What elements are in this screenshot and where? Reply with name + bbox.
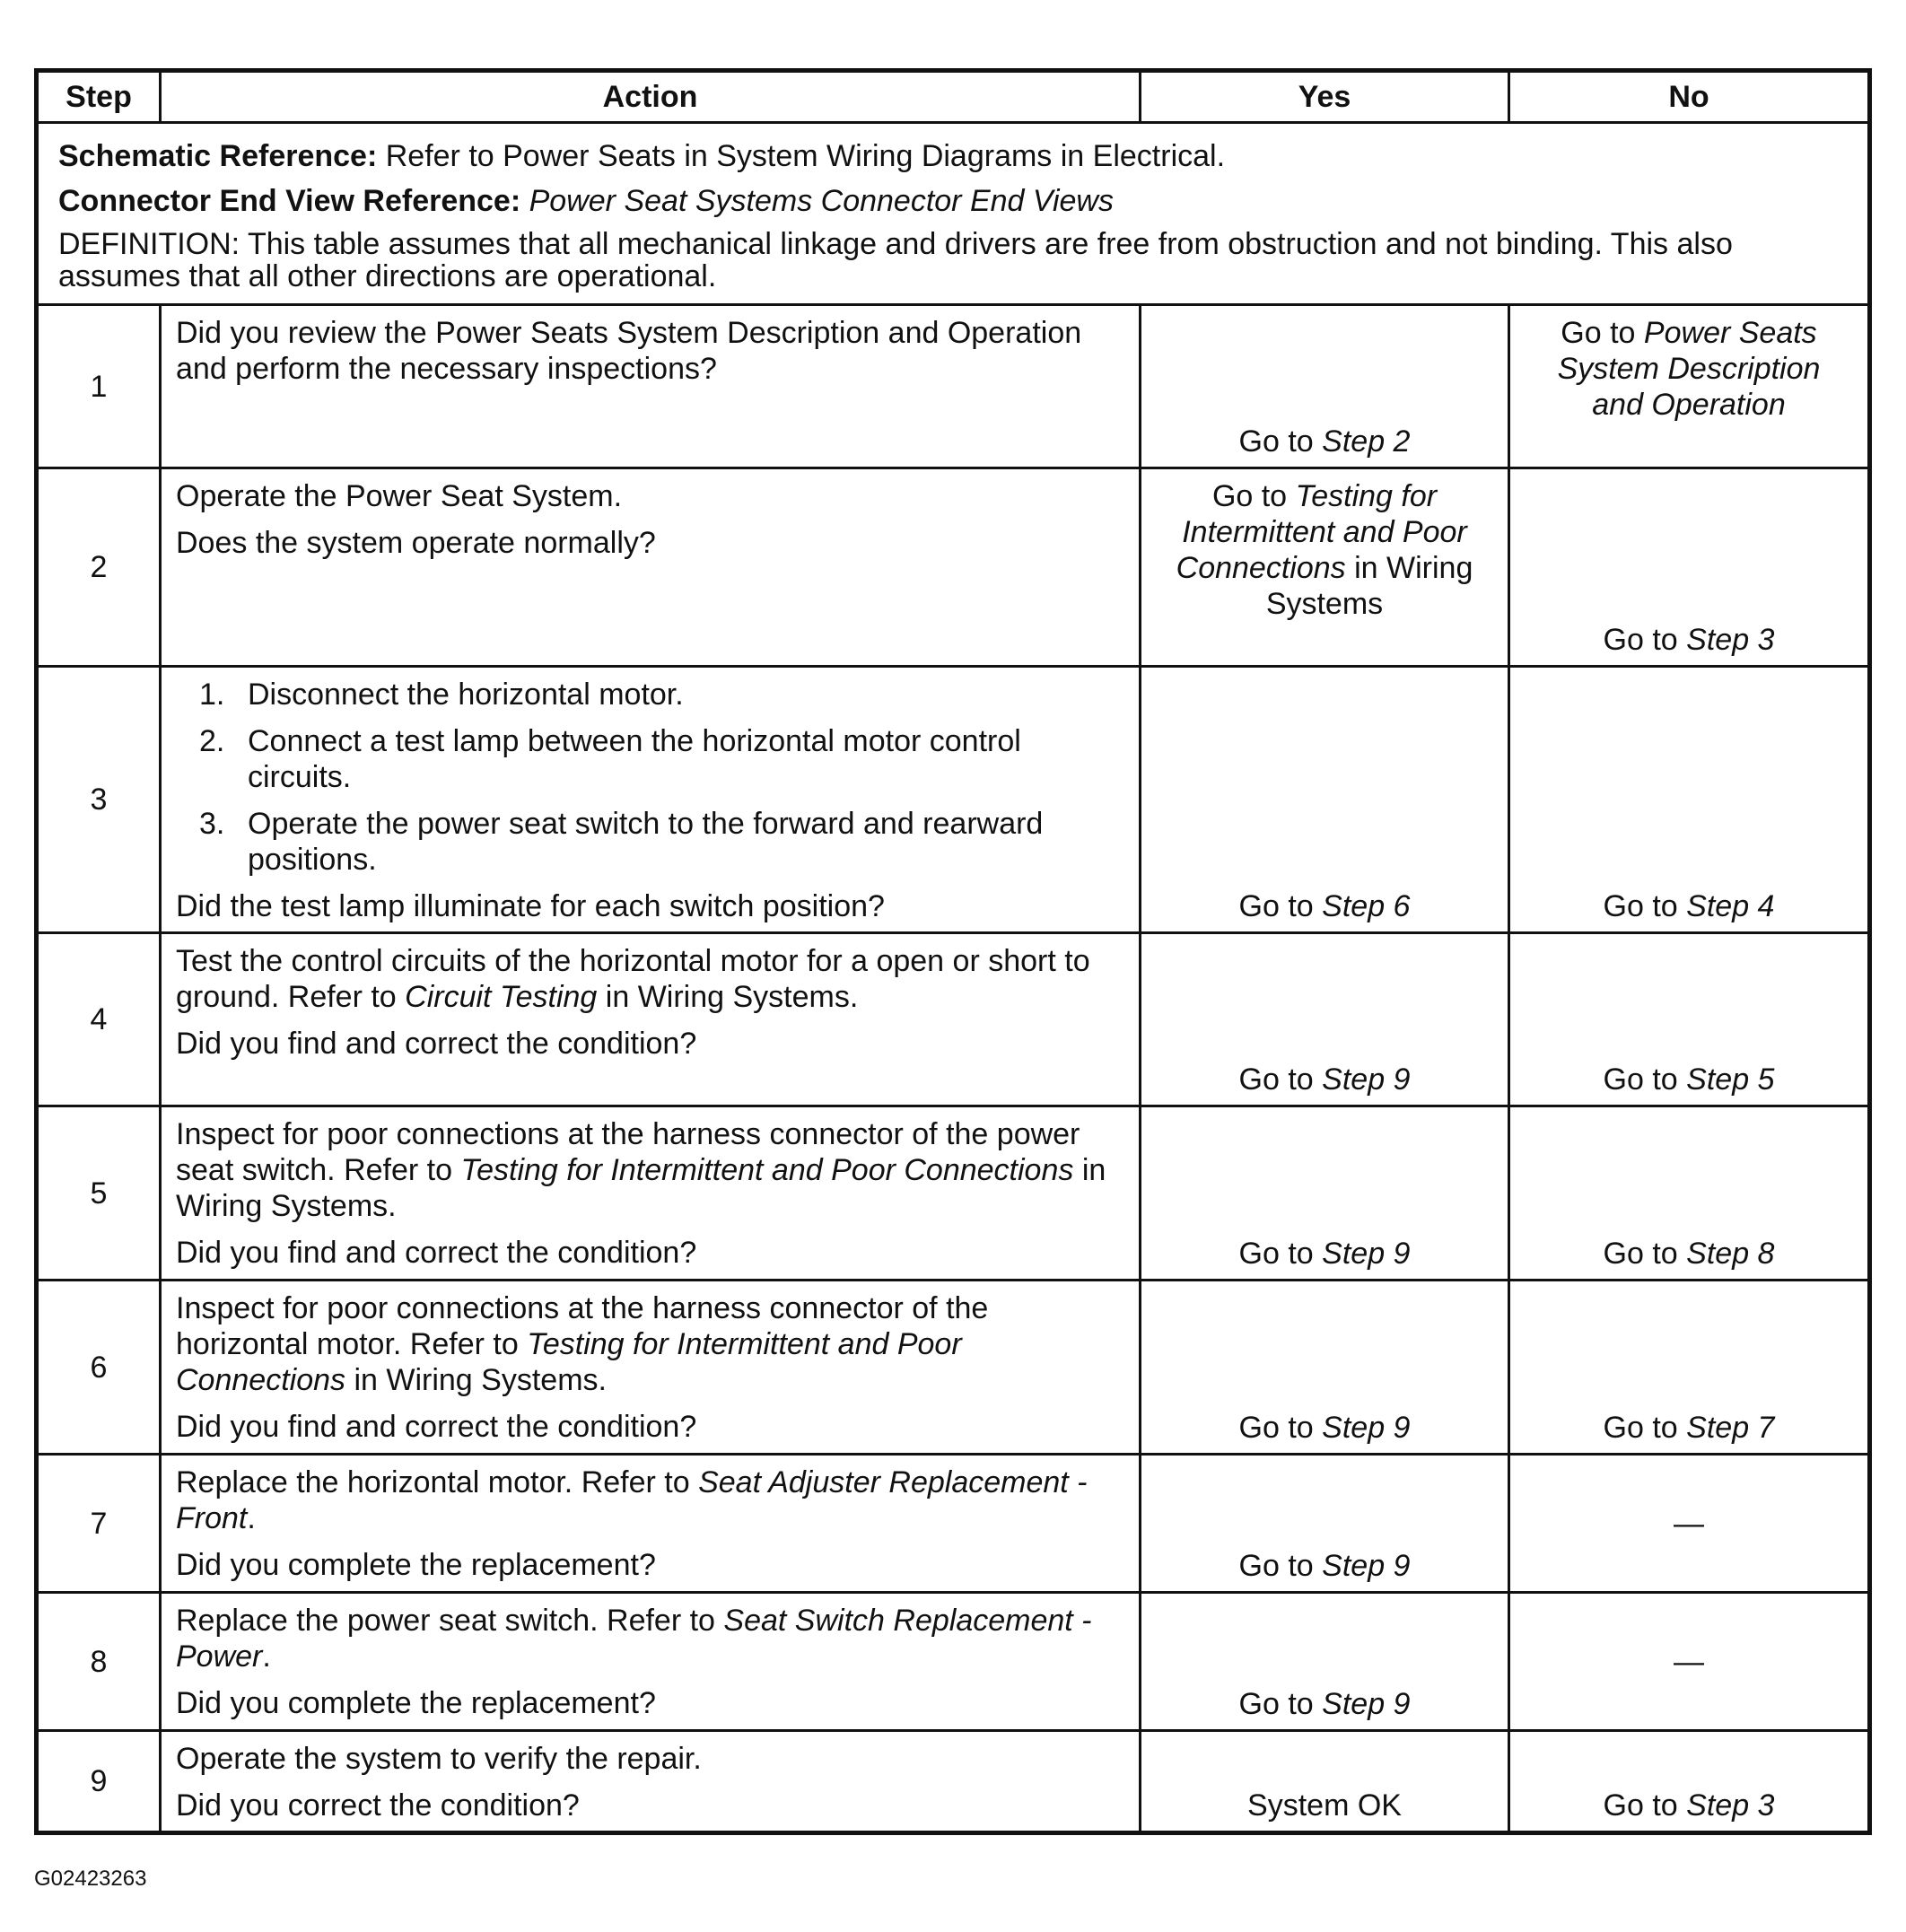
step-number: 9 bbox=[37, 1731, 161, 1833]
yes-cell bbox=[1141, 1281, 1509, 1455]
table-row bbox=[37, 1106, 1870, 1281]
action-link[interactable]: Seat Switch Replacement - Power bbox=[176, 1604, 1092, 1674]
yes-suffix: in Wiring Systems bbox=[1265, 551, 1473, 621]
header-yes: Yes bbox=[1141, 71, 1509, 123]
action-text: Test the control circuits of the horizontal motor for a open or short to ground. Refer to Circuit Testing in Wiring Systems. bbox=[176, 944, 1090, 1014]
action-text: Inspect for poor connections at the harness connector of the horizontal motor. Refer to Testing for Intermittent and Poor Connections in Wiring Systems. bbox=[176, 1291, 989, 1397]
no-prefix: Go to bbox=[1561, 316, 1636, 350]
no-cell bbox=[1509, 667, 1870, 933]
table-row bbox=[37, 305, 1870, 468]
schematic-reference bbox=[58, 138, 1849, 174]
action-cell bbox=[161, 667, 1141, 933]
action-cell bbox=[161, 305, 1141, 468]
action-question: Did you find and correct the condition? bbox=[176, 1410, 697, 1444]
connector-link[interactable]: Power Seat Systems Connector End Views bbox=[529, 184, 1114, 218]
action-link[interactable]: Testing for Intermittent and Poor Connections bbox=[176, 1327, 962, 1397]
connector-label: Connector End View Reference: bbox=[58, 184, 521, 218]
no-cell bbox=[1509, 1106, 1870, 1281]
yes-prefix: Go to bbox=[1238, 889, 1314, 923]
action-text: Inspect for poor connections at the harness connector of the power seat switch. Refer to Testing for Intermittent and Poor Connections in Wiring Systems. bbox=[176, 1117, 1106, 1223]
yes-link[interactable]: Step 9 bbox=[1322, 1687, 1411, 1721]
step-number: 8 bbox=[37, 1593, 161, 1731]
no-cell bbox=[1509, 1731, 1870, 1833]
step-number: 2 bbox=[37, 468, 161, 667]
yes-link[interactable]: Step 9 bbox=[1322, 1062, 1411, 1097]
action-text: Replace the power seat switch. Refer to Seat Switch Replacement - Power. bbox=[176, 1604, 1092, 1674]
action-cell bbox=[161, 933, 1141, 1106]
no-cell bbox=[1509, 1455, 1870, 1593]
yes-link[interactable]: Testing for Intermittent and Poor Connections bbox=[1176, 479, 1467, 585]
action-question: Did you complete the replacement? bbox=[176, 1548, 656, 1582]
connector-reference bbox=[58, 183, 1849, 219]
action-text: Replace the horizontal motor. Refer to Seat Adjuster Replacement - Front. bbox=[176, 1465, 1088, 1535]
yes-link[interactable]: Step 9 bbox=[1322, 1549, 1411, 1583]
action-text: Operate the system to verify the repair. bbox=[176, 1742, 702, 1776]
no-cell bbox=[1509, 1281, 1870, 1455]
action-question: Did you review the Power Seats System Description and Operation and perform the necessary inspections? bbox=[176, 316, 1082, 386]
no-cell bbox=[1509, 1593, 1870, 1731]
table-row bbox=[37, 1455, 1870, 1593]
step-number: 7 bbox=[37, 1455, 161, 1593]
schematic-text: Refer to Power Seats in System Wiring Diagrams in Electrical. bbox=[385, 139, 1226, 173]
yes-prefix: Go to bbox=[1211, 479, 1288, 513]
header-action: Action bbox=[161, 71, 1141, 123]
reference-cell bbox=[37, 123, 1870, 305]
action-question: Did you complete the replacement? bbox=[176, 1686, 656, 1720]
yes-cell bbox=[1141, 305, 1509, 468]
no-link[interactable]: Step 8 bbox=[1686, 1237, 1775, 1271]
step-number: 3 bbox=[37, 667, 161, 933]
yes-prefix: Go to bbox=[1238, 1411, 1314, 1445]
yes-cell bbox=[1141, 933, 1509, 1106]
yes-link[interactable]: Step 9 bbox=[1322, 1237, 1411, 1271]
action-cell bbox=[161, 1106, 1141, 1281]
action-cell bbox=[161, 468, 1141, 667]
step-number: 6 bbox=[37, 1281, 161, 1455]
action-question: Did the test lamp illuminate for each switch position? bbox=[176, 889, 885, 923]
header-no: No bbox=[1509, 71, 1870, 123]
no-prefix: Go to bbox=[1603, 623, 1678, 657]
yes-cell bbox=[1141, 1455, 1509, 1593]
no-prefix: Go to bbox=[1603, 1237, 1678, 1271]
step-number: 4 bbox=[37, 933, 161, 1106]
reference-row bbox=[37, 123, 1870, 305]
table-row bbox=[37, 1593, 1870, 1731]
yes-link[interactable]: Step 9 bbox=[1322, 1411, 1411, 1445]
action-link[interactable]: Testing for Intermittent and Poor Connections bbox=[460, 1153, 1074, 1187]
yes-prefix: Go to bbox=[1238, 1687, 1314, 1721]
no-link[interactable]: Step 4 bbox=[1686, 889, 1775, 923]
list-item: 1. Disconnect the horizontal motor. bbox=[199, 678, 684, 712]
action-cell bbox=[161, 1455, 1141, 1593]
action-question: Does the system operate normally? bbox=[176, 526, 656, 560]
no-prefix: Go to bbox=[1603, 1411, 1678, 1445]
no-link[interactable]: Power Seats System Description and Operation bbox=[1557, 316, 1821, 422]
action-cell bbox=[161, 1593, 1141, 1731]
yes-cell bbox=[1141, 1593, 1509, 1731]
yes-cell bbox=[1141, 468, 1509, 667]
table-row bbox=[37, 667, 1870, 933]
step-number: 5 bbox=[37, 1106, 161, 1281]
yes-cell bbox=[1141, 1106, 1509, 1281]
yes-link[interactable]: Step 2 bbox=[1322, 424, 1411, 459]
action-question: Did you correct the condition? bbox=[176, 1788, 580, 1823]
no-link[interactable]: Step 5 bbox=[1686, 1062, 1775, 1097]
step-number: 1 bbox=[37, 305, 161, 468]
no-dash: — bbox=[1674, 1644, 1704, 1679]
yes-text: System OK bbox=[1247, 1788, 1402, 1823]
definition-text: DEFINITION: This table assumes that all mechanical linkage and drivers are free from obstruction and not binding. This also assumes that all other directions are operational. bbox=[58, 227, 1733, 293]
table-row bbox=[37, 1281, 1870, 1455]
figure-id: G02423263 bbox=[34, 1866, 147, 1891]
table-row bbox=[37, 933, 1870, 1106]
no-prefix: Go to bbox=[1603, 1788, 1678, 1823]
yes-link[interactable]: Step 6 bbox=[1322, 889, 1411, 923]
yes-prefix: Go to bbox=[1238, 1062, 1314, 1097]
action-steps-list bbox=[176, 677, 1124, 878]
action-link[interactable]: Seat Adjuster Replacement - Front bbox=[176, 1465, 1088, 1535]
action-link[interactable]: Circuit Testing bbox=[405, 980, 598, 1014]
yes-prefix: Go to bbox=[1238, 1549, 1314, 1583]
list-item: 3. Operate the power seat switch to the forward and rearward positions. bbox=[199, 807, 1044, 877]
no-link[interactable]: Step 3 bbox=[1686, 623, 1775, 657]
action-question: Did you find and correct the condition? bbox=[176, 1027, 697, 1061]
diagnostic-table bbox=[34, 68, 1872, 1835]
action-cell bbox=[161, 1281, 1141, 1455]
no-link[interactable]: Step 7 bbox=[1686, 1411, 1775, 1445]
no-cell bbox=[1509, 468, 1870, 667]
action-text: Operate the Power Seat System. bbox=[176, 479, 623, 513]
yes-cell bbox=[1141, 1731, 1509, 1833]
header-row bbox=[37, 71, 1870, 123]
yes-prefix: Go to bbox=[1238, 1237, 1314, 1271]
no-cell bbox=[1509, 933, 1870, 1106]
no-prefix: Go to bbox=[1603, 1062, 1678, 1097]
action-question: Did you find and correct the condition? bbox=[176, 1236, 697, 1270]
header-step: Step bbox=[37, 71, 161, 123]
no-cell bbox=[1509, 305, 1870, 468]
schematic-label: Schematic Reference: bbox=[58, 139, 378, 173]
no-dash: — bbox=[1674, 1506, 1704, 1541]
action-cell bbox=[161, 1731, 1141, 1833]
no-link[interactable]: Step 3 bbox=[1686, 1788, 1775, 1823]
list-item: 2. Connect a test lamp between the horizontal motor control circuits. bbox=[199, 724, 1021, 794]
table-row bbox=[37, 468, 1870, 667]
yes-prefix: Go to bbox=[1238, 424, 1314, 459]
no-prefix: Go to bbox=[1603, 889, 1678, 923]
table-row bbox=[37, 1731, 1870, 1833]
yes-cell bbox=[1141, 667, 1509, 933]
